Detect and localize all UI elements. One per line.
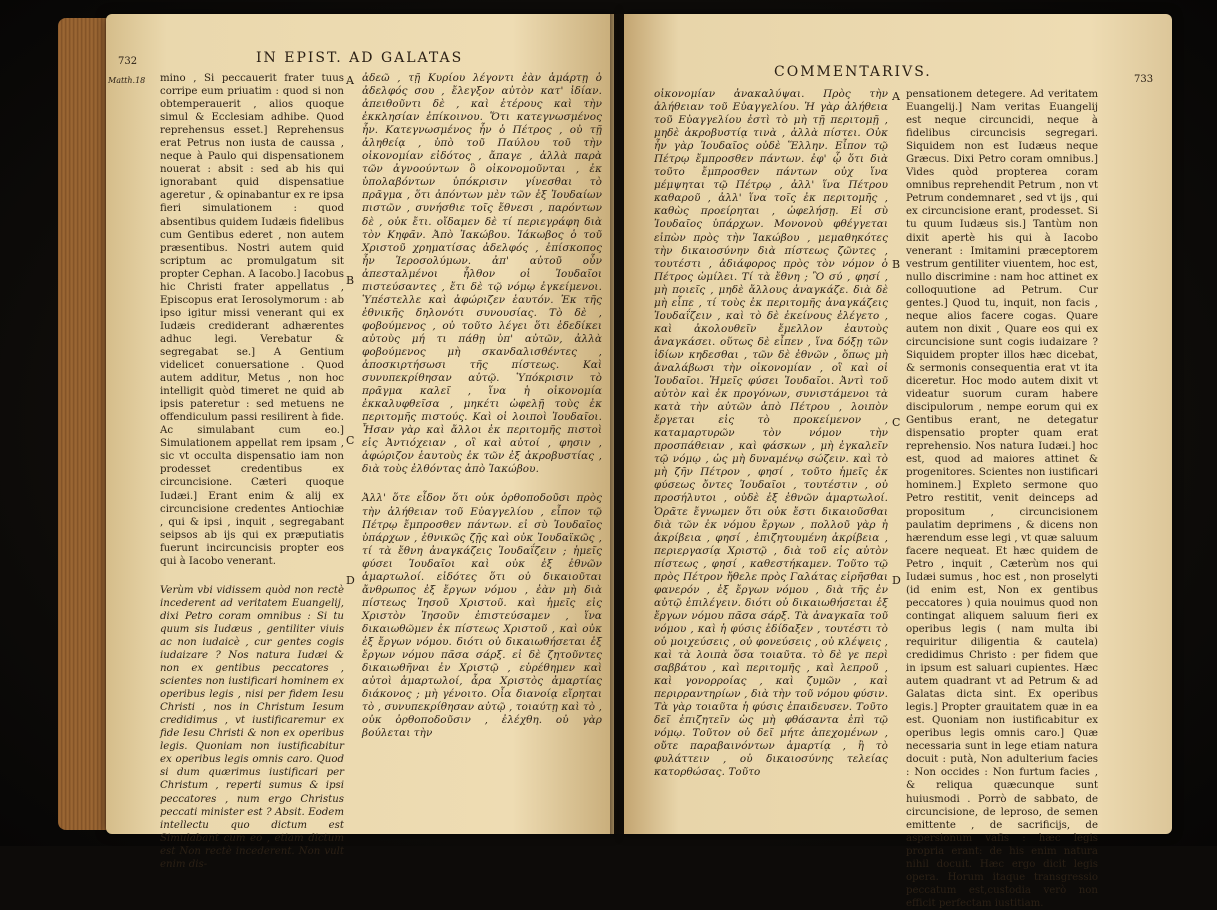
open-book: [58, 14, 1178, 909]
latin-commentary-top: mino , Si peccauerit frater tuus corripe eum priuatim : quod si non obtemperauerit , alios quoque simul & Ecclesiam adhibe. Quod reprehensus esset.] Reprehensus erat Petrus non iusta de caussa , neque à Paulo qui dispensationem nouerat : absit : sed ab his qui ignorabant quid dispensatiue ageretur , & opinabantur ex re ipsa fieri simulationem : quod absentibus quidem Iudæis fidelibus cum Gentibus ederet , non autem præsentibus. Nostri autem quid scriptum ac promulgatum sit propter Cephan. A Iacobo.] Iacobus hic Christi frater appellatus , Episcopus erat Ierosolymorum : ab ipso igitur missi venerant qui ex Iudæis crediderant adhærentes adhuc legi. Verebatur & segregabat se.] A Gentium videlicet conuersatione . Quod autem additur, Metus , non hoc intelligit quòd timeret ne quid ab ipsis pateretur : sed metuens ne offendiculum passi resilirent à fide. Ac simulabant cum eo.] Simulationem appellat rem ipsam , sic vt occulta dispensatio iam non prodesset credentibus ex circuncisione. Cæteri quoque Iudæi.] Erant enim & alij ex circuncisione credentes Antiochiæ , qui & ipsi , inquit , segregabant seipsos ab ijs qui ex præputiatis fuerunt incircuncisis propter eos qui à Iacobo venerant.: [160, 73, 345, 567]
greek-commentary-top: ἀδεῶ , τῇ Κυρίου λέγοντι ἐὰν ἁμάρτῃ ὁ ἀδελφός σου , ἔλεγξον αὐτὸν κατ' ἰδίαν. ἀπειθοῦντι δὲ , καὶ ἑτέρους καὶ τὴν ἐκκλησίαν ἐπίκοινου. Ὅτι κατεγνωσμένος ἦν. Κατεγνωσμένος ἦν ὁ Πέτρος , οὐ τῇ ἀληθείᾳ , ὑπὸ τοῦ Παύλου τοῦ τὴν οἰκονομίαν εἰδότος , ἄπαγε , ἀλλὰ παρὰ τῶν ἀγνοούντων ὃ οἰκονομοῦνται , ἐκ ὑπολαβόντων ὑπόκρισιν γίνεσθαι τὸ πρᾶγμα , ὅτι ἀπόντων μὲν τῶν ἐξ Ἰουδαίων πιστῶν , συνήσθιε τοῖς ἔθνεσι , παρόντων δὲ , οὐκ ἔτι. οἴδαμεν δὲ τί περιεγράφη διὰ τὸν Κηφᾶν. Ἀπὸ Ἰακώβου. Ἰάκωβος ὁ τοῦ Χριστοῦ χρηματίσας ἀδελφός , ἐπίσκοπος ἦν Ἱεροσολύμων. ἀπ' αὐτοῦ οὖν ἀπεσταλμένοι ἦλθον οἱ Ἰουδαῖοι πιστεύσαντες , ἔτι δὲ τῷ νόμῳ ἐγκείμενοι. Ὑπέστελλε καὶ ἀφώριζεν ἑαυτόν. Ἐκ τῆς ἐθνικῆς δηλονότι συνουσίας. Τὸ δὲ , φοβούμενος , οὐ τοῦτο λέγει ὅτι ἐδεδίκει αὐτοὺς μή τι πάθῃ ὑπ' αὐτῶν, ἀλλὰ φοβούμενος μὴ σκανδαλισθέντες , ἀποσκιρτήσωσι τῆς πίστεως. Καὶ συνυπεκρίθησαν αὐτῷ. Ὑπόκρισιν τὸ πρᾶγμα καλεῖ , ἵνα ἡ οἰκονομία ἐκκαλυφθεῖσα , μηκέτι ὠφελῇ τοὺς ἐκ περιτομῆς πιστούς. Καὶ οἱ λοιποὶ Ἰουδαῖοι. Ἦσαν γὰρ καὶ ἄλλοι ἐκ περιτομῆς πιστοὶ εἰς Ἀντιόχειαν , οἳ καὶ αὐτοί , φησιν , ἀφώριζον ἑαυτοὺς ἐκ τῶν ἐξ ἀκροβυστίας , διὰ τοὺς ἐλθόντας ἀπὸ Ἰακώβου.: [362, 72, 602, 476]
section-letter-a: A: [346, 74, 354, 87]
margin-reference: Matth.18: [108, 76, 146, 85]
right-running-head: COMMENTARIVS.: [774, 64, 932, 80]
section-letter-c: C: [346, 434, 355, 447]
left-page: [106, 14, 614, 870]
latin-commentary-right: pensationem detegere. Ad veritatem Euangelij.] Nam veritas Euangelij est neque circuncidi, neque à fidelibus circuncisis segregari. Siquidem non est Iudæus neque Græcus. Dixi Petro coram omnibus.] Vides quòd propterea coram omnibus reprehendit Petrum , non vt Petrum condemnaret , sed vt ijs , qui ex circuncisione erant, prodesset. Si tu quum Iudæus sis.] Tantùm non dixit apertè his qui à Iacobo venerant : Imitamini præceptorem vestrum gentiliter viuentem, hoc est, nullo discrimine : nam hoc attinet ex colloquutione ad Petrum. Cur gentes.] Quod tu, inquit, non facis , neque alios facere cogas. Quare autem non dixit , Quare eos qui ex circuncisione sunt cogis iudaizare ? Siquidem propter illos hæc dicebat, & sermonis consequentia erat vt ita diceretur. Hoc modo autem dixit vt videatur suorum curam habere discipulorum , nempe eorum qui ex Gentibus erant, ne detegatur dispensatio propter quam erat reprehensio. Nos natura Iudæi.] hoc est, quod ad maiores attinet & progenitores. Scientes non iustificari hominem.] Expleto sermone quo Petro restitit, venit deinceps ad propositum , circuncisionem paulatim deprimens , & dicens non hærendum esse legi , vt quæ saluum facere nequeat. Et hæc quidem de Petro , inquit , Cæterùm nos qui Iudæi sumus , hoc est , non proselyti (id enim est, Non ex gentibus peccatores ) quia nouimus quod non contingat aliquem saluum fieri ex operibus legis ( nam multa ibi requiritur diligentia & cautela) credidimus Christo : per fidem que in ipsum est saluari cupientes. Hæc autem quadrant vt ad Petrum & ad Galatas dicta sint. Ex operibus legis.] Propter grauitatem quæ in ea est. Quoniam non iustificabitur ex operibus legis omnis caro.] Quæ necessaria sunt in lege etiam natura docuit : putà, Non adulterium facies : Non occides : Non furtum facies , & reliqua quæcunque sunt huiusmodi . Porrò de sabbato, de circuncisione, de leproso, de semen emittente , de sacrificijs, de aspersionum vafis : hæc legis propria erant: de his enim natura nihil docuit. Hæc ergo dicit legis opera. Horum itaque transgressio peccatum est,custodia verò non efficit perfectam iustitiam.: [906, 89, 1098, 909]
greek-commentary-right: οἰκονομίαν ἀνακαλύψαι. Πρὸς τὴν ἀλήθειαν τοῦ Εὐαγγελίου. Ἡ γὰρ ἀλήθεια τοῦ Εὐαγγελίου ἐστὶ τὸ μὴ τῇ περιτομῇ , μηδὲ ἀκροβυστίᾳ τινὰ , ἀλλὰ πίστει. Οὐκ ἦν γὰρ Ἰουδαῖος οὐδὲ Ἕλλην. Εἶπον τῷ Πέτρῳ ἔμπροσθεν πάντων. ἐφ' ᾧ ὅτι διὰ τοῦτο ἔμπροσθεν πάντων οὐχ ἵνα μέμψηται τῷ Πέτρῳ , ἀλλ' ἵνα Πέτρου καθαροῦ , ἀλλ' ἵνα τοῖς ἐκ περιτομῆς , καθὼς προείρηται , ὠφελήσῃ. Εἰ σὺ Ἰουδαῖος ὑπάρχων. Μονονοὺ φθέγγεται εἰπὼν πρὸς τὴν Ἰακώβου , μεμαθηκότες τὴν δικαιοσύνην διὰ πίστεως ζῶντες , τουτέστι , ἀδιάφορος πρὸς τὸν νόμον ὁ Πέτρος ὡμίλει. Τί τὰ ἔθνη ; Ὃ σύ , φησί , μὴ ποιεῖς , μηδὲ ἄλλους ἀναγκάζε. διὰ δὲ μὴ εἶπε , τί τοὺς ἐκ περιτομῆς ἀναγκάζεις Ἰουδαΐζειν , καὶ τὸ δὲ ἐκείνους ἐλέγετο , καὶ ἀκολουθεῖν ἔμελλον ἑαυτοὺς ἀναγκάσει. οὕτως δὲ εἶπεν , ἵνα δόξῃ τῶν ἰδίων κηδεσθαι , τῶν δὲ ἐθνῶν , ὅπως μὴ ἀναλάβωσι τὴν οἰκονομίαν , οἳ καὶ οἱ Ἰουδαῖοι. Ἡμεῖς φύσει Ἰουδαῖοι. Ἀντὶ τοῦ αὐτὸν καὶ ἐκ προγόνων, συνιστάμενοι τὰ κατὰ τὴν αὐτῶν ἀπὸ Πέτρου , λοιπὸν ἔργεται εἰς τὸ προκείμενον , καταμαρτυρῶν τὸν νόμον τὴν προσπάθειαν , καὶ φάσκων , μὴ ἐγκαλεῖν τῷ νόμῳ , ὡς μὴ δυναμένῳ σώζειν. καὶ τὸ μὴ ζῆν Πέτρον , φησί , τοῦτο ἡμεῖς ἐκ φύσεως ὄντες Ἰουδαῖοι , τουτέστιν , οὐ προσήλυτοι , οὐδὲ ἐξ ἐθνῶν ἁμαρτωλοί. Ὁρᾶτε ἔγνωμεν ὅτι οὐκ ἔστι δικαιοῦσθαι διὰ τῶν ἐκ νόμου ἔργων , πολλοῦ γὰρ ἡ ἀκρίβεια , φησί , ἐπιζητουμένη ἀκρίβεια , περιεργασίᾳ Χριστῷ , διὰ τοῦ εἰς αὐτὸν πίστεως , φησί , καθεστήκαμεν. Τοῦτο τῷ πρὸς Πέτρον ἤθελε πρὸς Γαλάτας εἰρῆσθαι φανερόν , ἐξ ἔργων νόμου , διὰ τῆς ἐν αὐτῷ ἐπιλέγειν. διότι οὐ δικαιωθήσεται ἐξ ἔργων νόμου πᾶσα σάρξ. Τὰ ἀναγκαῖα τοῦ νόμου , καὶ ἡ φύσις ἐδίδαξεν , τουτέστι τὸ οὐ μοιχεύσεις , οὐ φονεύσεις , οὐ κλέψεις , καὶ τὰ λοιπὰ ὅσα τοιαῦτα. τὸ δὲ γε περὶ σαββάτου , καὶ περιτομῆς , καὶ λεπροῦ , καὶ γονορροίας , καὶ ζυμῶν , καὶ περιρραντηρίων , διὰ τὴν τοῦ νόμου φύσιν. Τὰ γὰρ τοιαῦτα ἡ φύσις ἐπαιδευσεν. Τοῦτο δεῖ ἐπιζητεῖν ὡς μὴ φθάσαντα ἐπὶ τῷ νόμῳ. Τοῦτον οὐ δεῖ μήτε ἀπεχομένων , οὔτε παραβαινόντων ἁμαρτίᾳ , ἢ τὸ φυλάττειν , οὐ δικαιοσύνης τελείας κατορθώσας. Τοῦτο: [654, 88, 888, 779]
section-letter-b: B: [346, 274, 355, 287]
greek-column-right: [654, 88, 888, 828]
section-letter-d: D: [346, 574, 355, 587]
right-page: [624, 14, 1172, 909]
latin-scripture-passage: Verùm vbi vidissem quòd non rectè incederent ad veritatem Euangelij, dixi Petro coram omnibus : Si tu quum sis Iudæus , gentiliter viuis ac non iudaicè , cur gentes cogis iudaizare ? Nos natura Iudæi & non ex gentibus peccatores , scientes non iustificari hominem ex operibus legis , nisi per fidem Iesu Christi , nos in Christum Iesum credidimus , vt iustificaremur ex fide Iesu Christi & non ex operibus legis. Quoniam non iustificabitur ex operibus legis omnis caro. Quod si dum quærimus iustificari per Christum , reperti sumus & ipsi peccatores , num ergo Christus peccati minister est ? Absit. Eodem intellectu quo dictum est Simulabant cum eo , etiam dictum est Non rectè incederent. Non vult enim dis-: [160, 584, 344, 870]
section-letter-c-right: C: [892, 416, 901, 429]
page-edges: [58, 18, 110, 830]
section-letter-a-right: A: [892, 90, 900, 103]
latin-column-right: [906, 88, 1098, 909]
latin-column: [160, 72, 345, 870]
section-letter-b-right: B: [892, 258, 901, 271]
greek-column: [362, 72, 602, 832]
left-page-number: 732: [118, 56, 138, 67]
greek-scripture-passage: Ἀλλ' ὅτε εἶδον ὅτι οὐκ ὀρθοποδοῦσι πρὸς τὴν ἀλήθειαν τοῦ Εὐαγγελίου , εἶπον τῷ Πέτρῳ ἔμπροσθεν πάντων. εἰ σὺ Ἰουδαῖος ὑπάρχων , ἐθνικῶς ζῇς καὶ οὐκ Ἰουδαϊκῶς , τί τὰ ἔθνη ἀναγκάζεις Ἰουδαΐζειν ; ἡμεῖς φύσει Ἰουδαῖοι καὶ οὐκ ἐξ ἐθνῶν ἁμαρτωλοί. εἰδότες ὅτι οὐ δικαιοῦται ἄνθρωπος ἐξ ἔργων νόμου , ἐὰν μὴ διὰ πίστεως Ἰησοῦ Χριστοῦ. καὶ ἡμεῖς εἰς Χριστὸν Ἰησοῦν ἐπιστεύσαμεν , ἵνα δικαιωθῶμεν ἐκ πίστεως Χριστοῦ , καὶ οὐκ ἐξ ἔργων νόμου. διότι οὐ δικαιωθήσεται ἐξ ἔργων νόμου πᾶσα σάρξ. εἰ δὲ ζητοῦντες δικαιωθῆναι ἐν Χριστῷ , εὑρέθημεν καὶ αὐτοὶ ἁμαρτωλοί, ἆρα Χριστὸς ἁμαρτίας διάκονος ; μὴ γένοιτο. Οἷα διανοίᾳ εἴρηται τὸ , συνυπεκρίθησαν αὐτῷ , τοιαύτῃ καὶ τὸ , οὐκ ὀρθοποδοῦσιν , ἐλέχθη. οὐ γὰρ βούλεται τὴν: [362, 492, 602, 740]
right-page-number: 733: [1134, 74, 1154, 85]
left-running-head: IN EPIST. AD GALATAS: [256, 50, 464, 66]
section-letter-d-right: D: [892, 574, 901, 587]
